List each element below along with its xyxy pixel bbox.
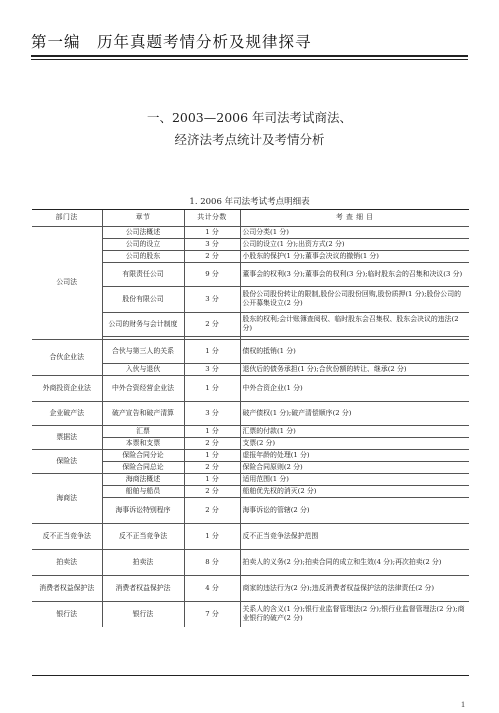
header-score: 共计分数 [184, 210, 240, 226]
detail-cell: 汇票的付款(1 分) [240, 425, 469, 437]
score-cell: 2 分 [184, 437, 240, 449]
law-cell: 反不正当竞争法 [32, 523, 102, 549]
chapter-cell: 本票和支票 [102, 437, 184, 449]
detail-cell: 关系人的含义(1 分);银行业监督管理法(2 分);银行业监督管理法(2 分);商业银行的破产(2 分) [240, 601, 469, 627]
score-cell: 1 分 [184, 339, 240, 363]
detail-cell: 船舶优先权的消灭(2 分) [240, 485, 469, 497]
score-cell: 3 分 [184, 401, 240, 425]
chapter-cell: 入伙与退伙 [102, 363, 184, 375]
score-cell: 2 分 [184, 250, 240, 262]
detail-cell: 反不正当竞争法保护范围 [240, 523, 469, 549]
section-title-line2: 经济法考点统计及考情分析 [174, 132, 325, 147]
detail-cell: 公司的设立(1 分);出资方式(2 分) [240, 238, 469, 250]
table-bottom-rule [32, 675, 469, 676]
detail-cell: 股份公司股份转让的限制,股份公司股份回购,股份质押(1 分);股份公司的公开募集设立(2 分) [240, 286, 469, 312]
score-cell: 1 分 [184, 375, 240, 401]
detail-cell: 支票(2 分) [240, 437, 469, 449]
detail-cell: 虚报年龄的处理(1 分) [240, 449, 469, 461]
table-caption: 1. 2006 年司法考试考点明细表 [189, 197, 310, 207]
chapter-cell: 船舶与船员 [102, 485, 184, 497]
detail-cell: 公司分类(1 分) [240, 226, 469, 238]
table-header-row [32, 210, 469, 226]
chapter-cell: 保险合同分论 [102, 449, 184, 461]
header-law: 部门法 [32, 210, 102, 226]
score-cell: 2 分 [184, 461, 240, 473]
detail-cell: 小股东的保护(1 分);董事会决议的撤销(1 分) [240, 250, 469, 262]
chapter-cell: 汇票 [102, 425, 184, 437]
detail-cell: 董事会的权利(3 分);董事会的权利(3 分);临时股东会的召集和决议(3 分) [240, 262, 469, 286]
law-cell: 企业破产法 [32, 401, 102, 425]
chapter-cell: 海事诉讼特别程序 [102, 497, 184, 523]
chapter-cell: 反不正当竞争法 [102, 523, 184, 549]
law-cell: 海商法 [32, 473, 102, 523]
score-cell: 3 分 [184, 363, 240, 375]
detail-cell: 商家的违法行为(2 分);违反消费者权益保护法的法律责任(2 分) [240, 575, 469, 601]
score-cell: 8 分 [184, 549, 240, 575]
table-row [32, 425, 469, 437]
detail-cell: 拍卖人的义务(2 分);拍卖合同的成立和生效(4 分);再次拍卖(2 分) [240, 549, 469, 575]
chapter-cell: 海商法概述 [102, 473, 184, 485]
chapter-cell: 消费者权益保护法 [102, 575, 184, 601]
chapter-cell: 公司的股东 [102, 250, 184, 262]
law-cell: 公司法 [32, 226, 102, 339]
table-row [32, 473, 469, 485]
table-row [32, 601, 469, 627]
law-cell: 外商投资企业法 [32, 375, 102, 401]
law-cell: 拍卖法 [32, 549, 102, 575]
score-cell: 9 分 [184, 262, 240, 286]
detail-cell: 保险合同原则(2 分) [240, 461, 469, 473]
chapter-cell: 公司的财务与会计制度 [102, 312, 184, 336]
chapter-cell: 破产宣告和破产清算 [102, 401, 184, 425]
page-header-title: 第一编 历年真题考情分析及规律探寻 [31, 33, 312, 51]
chapter-cell: 股份有限公司 [102, 286, 184, 312]
chapter-cell: 合伙与第三人的关系 [102, 339, 184, 363]
table-row [32, 449, 469, 461]
detail-cell: 破产债权(1 分);破产清偿顺序(2 分) [240, 401, 469, 425]
header-rule-thick [31, 55, 468, 57]
detail-cell: 债权的抵销(1 分) [240, 339, 469, 363]
chapter-cell: 公司法概述 [102, 226, 184, 238]
detail-cell: 股东的权利;会计账簿查阅权、临时股东会召集权、股东会决议的违法(2 分) [240, 312, 469, 336]
law-cell: 保险法 [32, 449, 102, 473]
table-row [32, 375, 469, 401]
header-detail: 考 查 细 目 [240, 210, 469, 226]
law-cell: 银行法 [32, 601, 102, 627]
table-row [32, 575, 469, 601]
chapter-cell: 公司的设立 [102, 238, 184, 250]
page-number: 1 [461, 700, 465, 709]
score-cell: 1 分 [184, 523, 240, 549]
table-row [32, 226, 469, 238]
table-row [32, 401, 469, 425]
detail-cell: 中外合资企业(1 分) [240, 375, 469, 401]
chapter-cell: 保险合同总论 [102, 461, 184, 473]
exam-points-table [32, 210, 469, 627]
score-cell: 3 分 [184, 238, 240, 250]
score-cell: 1 分 [184, 226, 240, 238]
score-cell: 7 分 [184, 601, 240, 627]
header-rule-thin [31, 59, 468, 60]
score-cell: 1 分 [184, 425, 240, 437]
chapter-cell: 银行法 [102, 601, 184, 627]
law-cell: 票据法 [32, 425, 102, 449]
score-cell: 2 分 [184, 497, 240, 523]
score-cell: 1 分 [184, 473, 240, 485]
detail-cell: 海事诉讼的管辖(2 分) [240, 497, 469, 523]
law-cell: 合伙企业法 [32, 339, 102, 375]
score-cell: 3 分 [184, 286, 240, 312]
table-row [32, 339, 469, 363]
score-cell: 1 分 [184, 449, 240, 461]
score-cell: 4 分 [184, 575, 240, 601]
law-cell: 消费者权益保护法 [32, 575, 102, 601]
detail-cell: 适用范围(1 分) [240, 473, 469, 485]
detail-cell: 退伙后的债务承担(1 分);合伙份额的转让、继承(2 分) [240, 363, 469, 375]
section-title-line1: 一、2003—2006 年司法考试商法、 [146, 110, 353, 125]
table-row [32, 523, 469, 549]
chapter-cell: 有限责任公司 [102, 262, 184, 286]
table-row [32, 549, 469, 575]
header-chapter: 章节 [102, 210, 184, 226]
chapter-cell: 中外合资经营企业法 [102, 375, 184, 401]
score-cell: 2 分 [184, 312, 240, 336]
score-cell: 2 分 [184, 485, 240, 497]
chapter-cell: 拍卖法 [102, 549, 184, 575]
